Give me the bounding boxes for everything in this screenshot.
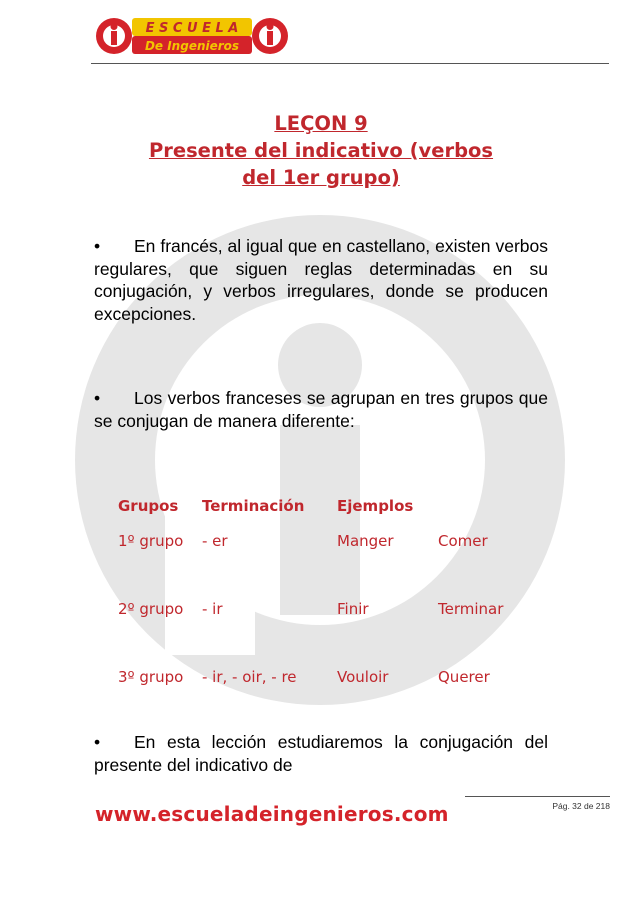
cell-example-es: Terminar xyxy=(438,600,504,618)
title-line3: del 1er grupo) xyxy=(242,166,400,189)
cell-example-es: Comer xyxy=(438,532,488,550)
paragraph-2-text: Los verbos franceses se agrupan en tres grupos que se conjugan de manera diferente: xyxy=(94,388,548,431)
cell-ending: - er xyxy=(202,532,228,550)
cell-ending: - ir xyxy=(202,600,223,618)
header-empty xyxy=(438,497,538,523)
table-header-row xyxy=(118,497,538,523)
paragraph-2 xyxy=(94,387,548,432)
paragraph-1 xyxy=(94,235,548,325)
cell-example-fr: Manger xyxy=(337,532,394,550)
title-line2: Presente del indicativo (verbos xyxy=(148,139,494,162)
table-row xyxy=(118,659,538,727)
bullet-icon: • xyxy=(94,732,101,752)
table-row xyxy=(118,591,538,659)
page-content xyxy=(94,110,548,775)
cell-ending: - ir, - oir, - re xyxy=(202,668,297,686)
cell-example-fr: Finir xyxy=(337,600,369,618)
bullet-icon: • xyxy=(94,236,101,256)
title-line1: LEÇON 9 xyxy=(274,112,368,135)
escuela-de-ingenieros-logo xyxy=(94,14,290,58)
logo-line2: De Ingenieros xyxy=(144,39,240,53)
paragraph-1-text: En francés, al igual que en castellano, existen verbos regulares, que siguen reglas determinadas en su conjugación, y verbos irregulares, donde se producen excepciones. xyxy=(94,236,548,324)
table-row xyxy=(118,523,538,591)
cell-group: 3º grupo xyxy=(118,668,184,686)
cell-example-es: Querer xyxy=(438,668,490,686)
logo-line1: E S C U E L A xyxy=(145,21,239,36)
cell-group: 2º grupo xyxy=(118,600,184,618)
header-rule xyxy=(91,63,609,64)
cell-group: 1º grupo xyxy=(118,532,184,550)
paragraph-3 xyxy=(94,731,548,776)
header-terminacion: Terminación xyxy=(202,497,305,515)
paragraph-3-text: En esta lección estudiaremos la conjugación del presente del indicativo de xyxy=(94,732,548,775)
verb-groups-table xyxy=(118,497,538,727)
lesson-title xyxy=(94,110,548,191)
footer-website-link[interactable]: www.escueladeingenieros.com xyxy=(95,802,449,826)
footer-rule xyxy=(465,796,610,797)
page-number: Pág. 32 de 218 xyxy=(552,801,610,811)
bullet-icon: • xyxy=(94,388,101,408)
header-grupos: Grupos xyxy=(118,497,179,515)
header-ejemplos: Ejemplos xyxy=(337,497,414,515)
cell-example-fr: Vouloir xyxy=(337,668,389,686)
